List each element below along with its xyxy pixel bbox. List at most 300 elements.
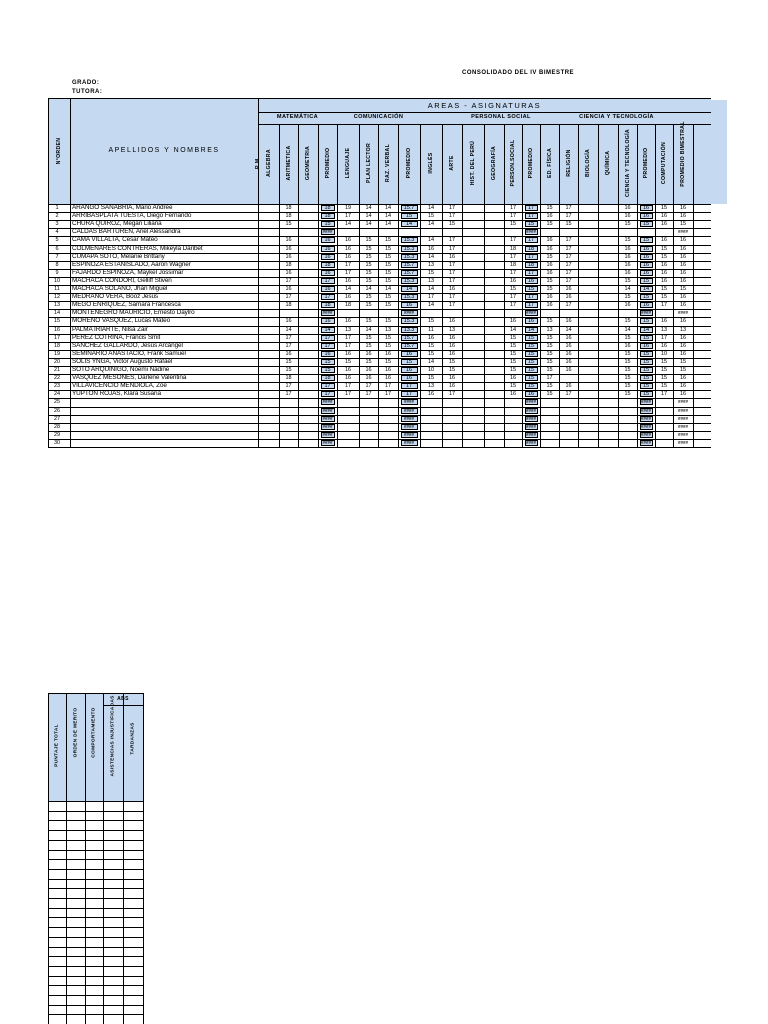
grade-cell: 15 bbox=[527, 375, 535, 382]
row-line bbox=[48, 811, 143, 812]
grade-cell: #### bbox=[525, 431, 536, 437]
grade-cell: 16 bbox=[642, 245, 650, 252]
grade-cell: 15 bbox=[384, 277, 392, 284]
grade-cell: 13 bbox=[660, 326, 668, 333]
grade-cell: 17 bbox=[324, 277, 331, 284]
grade-cell: 15 bbox=[660, 375, 668, 382]
group-label: MATEMÁTICA bbox=[276, 114, 319, 120]
grade-cell: 16 bbox=[642, 213, 650, 220]
side-column-header: ORDEN DE MERITO bbox=[73, 707, 78, 758]
grade-cell: #### bbox=[525, 399, 536, 405]
grade-cell: 15 bbox=[527, 221, 535, 228]
grade-cell: 15 bbox=[384, 334, 392, 341]
grade-cell: 17 bbox=[448, 261, 456, 268]
grade-cell: 16 bbox=[660, 237, 668, 244]
grade-cell: 16 bbox=[642, 302, 650, 309]
grade-cell: 17 bbox=[660, 391, 668, 398]
grade-cell: 16 bbox=[624, 245, 631, 252]
grade-cell: 14 bbox=[427, 302, 435, 309]
row-line bbox=[48, 976, 143, 977]
grade-cell: 15 bbox=[546, 383, 553, 390]
grade-cell: 16 bbox=[565, 367, 572, 373]
row-number: 27 bbox=[53, 415, 61, 422]
grade-cell: #### bbox=[322, 415, 333, 421]
grade-cell: 17 bbox=[285, 391, 292, 398]
grade-cell: 15 bbox=[660, 253, 668, 260]
grade-cell: 18 bbox=[324, 302, 331, 309]
grade-cell: 17 bbox=[527, 269, 535, 276]
grade-cell: 15 bbox=[546, 342, 553, 349]
grade-cell: #### bbox=[322, 431, 333, 437]
grade-cell: 15 bbox=[324, 221, 331, 228]
student-name: VILLAVICENCIO MENDIOLA, Zoe bbox=[72, 382, 167, 390]
grade-cell: 16 bbox=[679, 245, 687, 252]
column-header: PERSON.SOCIAL bbox=[510, 139, 516, 187]
grade-cell: 16 bbox=[344, 318, 352, 325]
grade-cell: 14 bbox=[384, 221, 392, 228]
grade-cell: 18 bbox=[324, 375, 331, 382]
student-name: FAJARDO ESPINOZA, Maykel Jossimar bbox=[72, 268, 184, 276]
grade-cell: 16 bbox=[365, 375, 372, 382]
grade-cell: 15 bbox=[427, 342, 435, 349]
student-name: CALDAS BARTUREN, Ariel Alessandra bbox=[72, 228, 181, 236]
grade-cell: 14 bbox=[384, 286, 392, 292]
grade-cell: 14 bbox=[565, 326, 572, 333]
row-line bbox=[48, 995, 143, 996]
grade-cell: 16 bbox=[344, 277, 352, 284]
name-header: APELLIDOS Y NOMBRES bbox=[108, 147, 220, 154]
grade-cell: 16 bbox=[565, 383, 572, 390]
grade-cell: 15 bbox=[660, 286, 668, 292]
row-line bbox=[48, 1014, 143, 1015]
grade-cell: 17 bbox=[384, 383, 392, 390]
grade-cell: 14 bbox=[427, 358, 435, 365]
row-line bbox=[48, 830, 143, 831]
grade-cell: 15 bbox=[384, 261, 392, 268]
row-line bbox=[48, 820, 143, 821]
grade-cell: 17 bbox=[509, 237, 517, 244]
grade-cell: 15 bbox=[427, 269, 435, 276]
grade-cell: 16 bbox=[565, 294, 572, 301]
grade-cell: 16 bbox=[679, 213, 687, 220]
grade-cell: 15.3 bbox=[403, 318, 415, 325]
grade-cell: #### bbox=[403, 431, 414, 437]
grade-cell: 17 bbox=[448, 277, 456, 284]
grade-cell: 13 bbox=[427, 383, 435, 390]
row-line bbox=[48, 917, 143, 918]
grade-cell: 17 bbox=[565, 261, 572, 268]
grade-cell: 15 bbox=[679, 221, 687, 228]
row-number: 21 bbox=[53, 367, 61, 373]
attendance-table bbox=[48, 693, 143, 1024]
grade-cell: #### bbox=[403, 439, 414, 445]
grade-cell: 11 bbox=[428, 326, 434, 333]
grade-cell: 17 bbox=[509, 302, 517, 309]
grade-cell: 14 bbox=[427, 253, 435, 260]
grade-cell: 15 bbox=[624, 350, 631, 357]
grade-cell: 17 bbox=[285, 383, 292, 390]
group-label: CIENCIA Y TECNOLOGÍA bbox=[579, 114, 654, 120]
grade-cell: 16 bbox=[679, 391, 687, 398]
grade-cell: 16 bbox=[624, 261, 631, 268]
grade-cell: 16 bbox=[679, 334, 687, 341]
grade-cell: 17 bbox=[285, 342, 292, 349]
grade-cell: 15 bbox=[527, 367, 535, 373]
grade-cell: 17 bbox=[324, 342, 331, 349]
grade-cell: 15 bbox=[509, 334, 517, 341]
grade-cell: #### bbox=[322, 229, 333, 235]
grade-cell: #### bbox=[403, 310, 414, 316]
column-header: INGLÉS bbox=[428, 152, 434, 174]
grade-cell: #### bbox=[640, 407, 651, 413]
grade-cell: 15 bbox=[365, 302, 372, 309]
grade-cell: 17 bbox=[660, 302, 668, 309]
grade-cell: 16 bbox=[285, 318, 292, 325]
grade-cell: 14 bbox=[365, 213, 372, 220]
grade-cell: 17 bbox=[509, 205, 517, 211]
grade-cell: 15 bbox=[624, 237, 631, 244]
grade-cell: 15 bbox=[427, 375, 435, 382]
grade-cell: 16 bbox=[384, 375, 392, 382]
grade-cell: 14 bbox=[365, 205, 372, 211]
column-header: GEOMETRIA bbox=[305, 145, 311, 181]
student-name: MACHACA SOLANO, Jhan Miguel bbox=[72, 285, 168, 292]
grade-cell: 14 bbox=[384, 213, 392, 220]
grade-cell: #### bbox=[525, 310, 536, 316]
student-name: SANCHEZ GALLARDO, Jesús Arcángel bbox=[72, 341, 183, 349]
grade-cell: 16 bbox=[285, 350, 292, 357]
column-header: ED. FÍSICA bbox=[546, 147, 553, 179]
grade-cell: #### bbox=[677, 415, 688, 421]
row-line bbox=[48, 927, 143, 928]
grade-cell: 17 bbox=[565, 205, 572, 211]
grade-cell: 15 bbox=[624, 318, 631, 325]
row-number: 20 bbox=[53, 358, 61, 365]
grade-cell: 15 bbox=[565, 221, 572, 228]
grade-cell: 15 bbox=[546, 318, 553, 325]
side-column-header: COMPORTAMIENTO bbox=[91, 707, 97, 758]
row-number: 5 bbox=[55, 237, 59, 244]
grade-cell: 16 bbox=[660, 221, 668, 228]
grade-cell: 15.7 bbox=[403, 334, 415, 341]
grade-cell: 16 bbox=[405, 350, 413, 357]
grade-cell: 15 bbox=[509, 342, 517, 349]
grade-cell: 16 bbox=[527, 391, 535, 398]
row-number: 10 bbox=[53, 277, 61, 284]
grade-cell: 16 bbox=[324, 286, 331, 292]
row-line bbox=[48, 801, 143, 802]
grade-cell: 16 bbox=[546, 213, 553, 220]
row-number: 7 bbox=[55, 253, 59, 260]
grade-cell: 16 bbox=[285, 245, 292, 252]
grade-cell: 17 bbox=[324, 383, 331, 390]
grade-cell: 18 bbox=[509, 261, 517, 268]
grade-cell: 15 bbox=[679, 367, 687, 373]
row-number: 25 bbox=[53, 399, 61, 406]
grade-cell: 17 bbox=[565, 391, 572, 398]
grade-cell: 16 bbox=[427, 391, 435, 398]
grade-cell: 15 bbox=[365, 277, 372, 284]
grade-cell: 16 bbox=[660, 342, 668, 349]
grade-cell: #### bbox=[525, 423, 536, 429]
grade-cell: 16 bbox=[679, 261, 687, 268]
row-line bbox=[48, 439, 711, 440]
row-number: 3 bbox=[55, 221, 59, 228]
row-line bbox=[48, 947, 143, 948]
grade-cell: 16 bbox=[344, 367, 352, 373]
grade-cell: 18 bbox=[324, 261, 331, 268]
grade-cell: 16 bbox=[642, 269, 650, 276]
row-number: 11 bbox=[54, 286, 60, 292]
grade-cell: 15 bbox=[324, 367, 331, 373]
grade-cell: 18 bbox=[324, 213, 331, 220]
grade-cell: 17 bbox=[527, 205, 535, 211]
grade-cell: 16 bbox=[344, 375, 352, 382]
grade-cell: 16 bbox=[448, 350, 456, 357]
grade-cell: 17 bbox=[405, 383, 413, 390]
grade-cell: 15 bbox=[546, 277, 553, 284]
grade-cell: 16 bbox=[624, 302, 631, 309]
grade-cell: 17 bbox=[324, 334, 331, 341]
column-header: R.M. bbox=[255, 156, 261, 170]
grade-cell: 15 bbox=[384, 358, 392, 365]
grade-cell: 15 bbox=[365, 334, 372, 341]
row-line bbox=[48, 98, 711, 99]
grade-cell: 16 bbox=[509, 375, 517, 382]
grade-cell: 15 bbox=[384, 253, 392, 260]
grade-cell: 15 bbox=[527, 383, 535, 390]
grade-cell: 13.3 bbox=[403, 326, 415, 333]
grade-cell: 17 bbox=[660, 334, 668, 341]
grade-cell: 17 bbox=[565, 213, 572, 220]
grade-cell: #### bbox=[403, 423, 414, 429]
grade-cell: 16 bbox=[624, 213, 631, 220]
grade-cell: 14 bbox=[405, 286, 413, 292]
grade-cell: 15 bbox=[546, 205, 553, 211]
grade-cell: 16 bbox=[565, 342, 572, 349]
grade-cell: 14 bbox=[365, 286, 372, 292]
grade-cell: #### bbox=[525, 229, 536, 235]
grade-cell: 17 bbox=[344, 334, 352, 341]
grade-cell: 15 bbox=[546, 350, 553, 357]
grade-cell: 17 bbox=[527, 253, 535, 260]
grade-cell: 16 bbox=[624, 205, 631, 211]
grade-cell: 15 bbox=[624, 334, 631, 341]
grade-cell: #### bbox=[322, 407, 333, 413]
grade-cell: 16 bbox=[344, 237, 352, 244]
row-number: 18 bbox=[53, 342, 61, 349]
student-name: ARANGO SANABRIA, Mario Andree bbox=[72, 204, 173, 211]
grade-cell: 15 bbox=[624, 375, 631, 382]
grade-cell: 10 bbox=[427, 367, 435, 373]
grade-cell: #### bbox=[677, 399, 688, 405]
grade-cell: 13 bbox=[344, 326, 352, 333]
row-line bbox=[48, 447, 711, 448]
student-name: MEDRANO VERA, Booz Jesús bbox=[72, 293, 159, 301]
column-header: PROMEDIO bbox=[528, 147, 534, 179]
grade-cell: 17 bbox=[344, 383, 352, 390]
grade-cell: #### bbox=[403, 399, 414, 405]
row-line bbox=[48, 869, 143, 870]
grade-cell: 15 bbox=[509, 286, 517, 292]
grade-cell: #### bbox=[322, 439, 333, 445]
grade-cell: 16 bbox=[546, 302, 553, 309]
grade-cell: #### bbox=[640, 439, 651, 445]
grade-cell: 17 bbox=[509, 253, 517, 260]
abs-label: ABS bbox=[117, 696, 129, 702]
grade-cell: 16 bbox=[285, 253, 292, 260]
grade-cell: 15 bbox=[448, 367, 456, 373]
student-name: CHURA QUIROZ, Megan Liliana bbox=[72, 220, 162, 228]
grade-cell: 15 bbox=[624, 391, 631, 398]
row-line bbox=[48, 879, 143, 880]
student-name: CAMA VILLALTA, Cesar Mateo bbox=[72, 236, 158, 244]
grade-cell: 16 bbox=[565, 358, 572, 365]
grade-cell: 17 bbox=[448, 269, 456, 276]
grade-cell: 16 bbox=[344, 245, 352, 252]
grade-cell: 15.7 bbox=[403, 342, 415, 349]
grade-cell: #### bbox=[677, 310, 688, 316]
grade-cell: 15.7 bbox=[403, 205, 415, 211]
side-column-header: PUNTAJE TOTAL bbox=[54, 724, 60, 767]
grade-cell: 15 bbox=[509, 221, 517, 228]
grade-cell: 15 bbox=[427, 350, 435, 357]
column-header: ARITMETICA bbox=[285, 145, 292, 181]
grade-cell: 16 bbox=[679, 375, 687, 382]
grade-cell: 18 bbox=[285, 375, 292, 382]
grade-cell: 16 bbox=[527, 318, 535, 325]
grades-table bbox=[48, 98, 711, 530]
row-number: 6 bbox=[55, 245, 59, 252]
grade-cell: 15 bbox=[384, 294, 392, 301]
grade-cell: 15 bbox=[365, 294, 372, 301]
grade-cell: 14 bbox=[405, 221, 413, 228]
grade-cell: 16 bbox=[324, 245, 331, 252]
grade-cell: 17 bbox=[405, 391, 413, 398]
grade-cell: 15 bbox=[546, 334, 553, 341]
grade-cell: 14 bbox=[642, 326, 650, 333]
grade-cell: 17 bbox=[509, 213, 517, 220]
grade-cell: 15 bbox=[365, 245, 372, 252]
grade-cell: 16 bbox=[405, 375, 413, 382]
grade-cell: #### bbox=[322, 423, 333, 429]
grade-cell: 16 bbox=[448, 318, 456, 325]
grade-cell: 16 bbox=[660, 261, 668, 268]
grade-cell: 17 bbox=[344, 261, 352, 268]
grade-cell: 15 bbox=[405, 358, 413, 365]
grade-cell: 16 bbox=[679, 237, 687, 244]
grade-cell: #### bbox=[640, 310, 651, 316]
grade-cell: 16 bbox=[285, 269, 292, 276]
grade-cell: 16 bbox=[509, 318, 517, 325]
grade-cell: #### bbox=[677, 431, 688, 437]
grade-cell: #### bbox=[640, 415, 651, 421]
grade-cell: 17 bbox=[324, 294, 331, 301]
grade-cell: 14 bbox=[344, 221, 352, 228]
group-label: COMUNICACIÓN bbox=[353, 114, 404, 120]
grade-cell: 15 bbox=[509, 383, 517, 390]
grade-cell: 15 bbox=[642, 237, 650, 244]
grade-cell: 15 bbox=[365, 318, 372, 325]
grade-cell: 16 bbox=[660, 269, 668, 276]
student-name: VASQUEZ MESONES, Darlene Valentina bbox=[72, 374, 187, 382]
side-column-header: ASISTENCIAS INJUSTIFICADAS bbox=[110, 695, 116, 777]
grade-cell: 16 bbox=[679, 302, 687, 309]
grade-cell: 16 bbox=[679, 350, 687, 357]
student-name: PALMA IRIARTE, Nilsa Zair bbox=[72, 325, 148, 333]
row-line bbox=[48, 956, 143, 957]
row-number: 9 bbox=[55, 269, 59, 276]
grade-cell: 16 bbox=[509, 391, 517, 398]
grade-cell: 16 bbox=[448, 334, 456, 341]
grade-cell: 16 bbox=[324, 253, 331, 260]
row-line bbox=[48, 423, 711, 424]
grade-cell: 16 bbox=[642, 253, 650, 260]
column-header: PROMEDIO bbox=[324, 147, 331, 179]
row-number: 29 bbox=[53, 431, 61, 438]
column-header: QUÍMICA bbox=[605, 150, 611, 176]
grade-cell: #### bbox=[640, 423, 651, 429]
row-number: 22 bbox=[53, 375, 61, 382]
grade-cell: 15 bbox=[365, 342, 372, 349]
grade-cell: 16 bbox=[546, 237, 553, 244]
grade-cell: 16 bbox=[448, 286, 456, 292]
grade-cell: 15 bbox=[384, 245, 392, 252]
grade-cell: 17 bbox=[384, 391, 392, 398]
grade-cell: 16 bbox=[624, 269, 631, 276]
grade-cell: 17 bbox=[565, 277, 572, 284]
grade-cell: 17 bbox=[365, 383, 372, 390]
grade-cell: 15 bbox=[660, 367, 668, 373]
grade-cell: 18 bbox=[285, 213, 292, 220]
grade-cell: 16 bbox=[679, 383, 687, 390]
grade-cell: 17 bbox=[344, 213, 352, 220]
grade-cell: 16 bbox=[660, 213, 668, 220]
row-number: 2 bbox=[55, 213, 59, 220]
grade-cell: 16 bbox=[365, 350, 372, 357]
grade-cell: #### bbox=[525, 407, 536, 413]
grade-cell: 16 bbox=[642, 205, 650, 211]
grade-cell: 16 bbox=[642, 261, 650, 268]
report-title: CONSOLIDADO DEL IV BIMESTRE bbox=[462, 70, 575, 76]
grade-cell: 16 bbox=[624, 342, 631, 349]
grade-cell: 14 bbox=[365, 326, 372, 333]
grade-cell: 16 bbox=[546, 294, 553, 301]
grade-cell: 14 bbox=[642, 286, 650, 292]
grade-cell: 17 bbox=[527, 237, 535, 244]
grade-cell: 17 bbox=[509, 294, 517, 301]
grade-cell: 16 bbox=[660, 277, 668, 284]
grade-cell: #### bbox=[525, 439, 536, 445]
grade-cell: 15.3 bbox=[403, 253, 415, 260]
grade-cell: 16 bbox=[679, 253, 687, 260]
grade-cell: 10 bbox=[660, 350, 668, 357]
grade-cell: 15 bbox=[324, 358, 331, 365]
grade-cell: 15 bbox=[365, 261, 372, 268]
grade-cell: 15 bbox=[365, 269, 372, 276]
grade-cell: 15 bbox=[642, 294, 650, 301]
row-line bbox=[48, 415, 711, 416]
grade-cell: 16 bbox=[448, 253, 456, 260]
grade-cell: 15 bbox=[285, 367, 292, 373]
grade-cell: 16 bbox=[384, 367, 392, 373]
grade-cell: 15 bbox=[527, 334, 535, 341]
grade-cell: 17 bbox=[448, 213, 456, 220]
grade-cell: 15 bbox=[679, 286, 687, 292]
grade-cell: 15 bbox=[660, 383, 668, 390]
grade-cell: 16 bbox=[565, 334, 572, 341]
grade-cell: 15 bbox=[384, 237, 392, 244]
